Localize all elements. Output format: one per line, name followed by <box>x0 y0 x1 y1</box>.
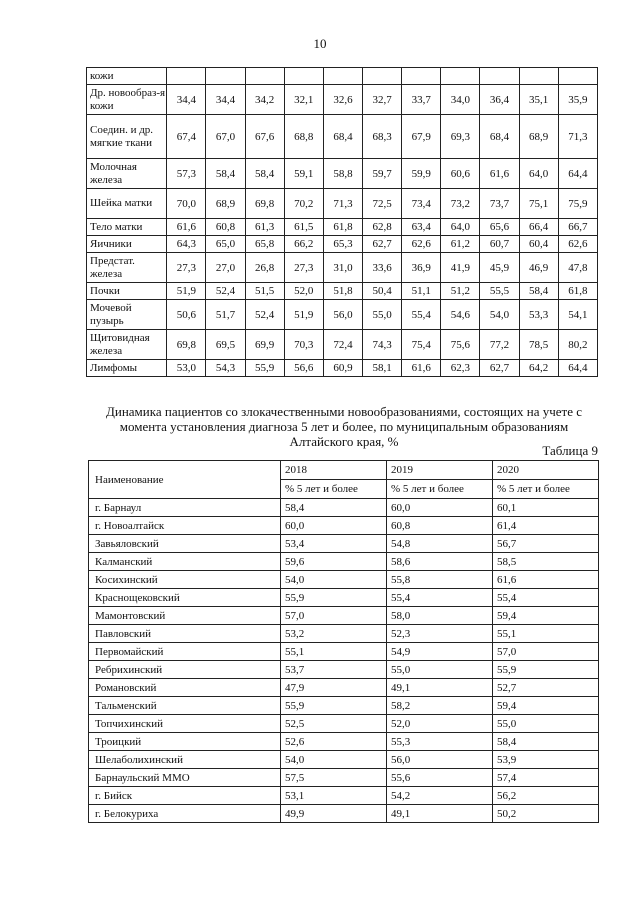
table-cell: 53,9 <box>493 751 599 769</box>
table-row <box>89 553 599 571</box>
page-number: 10 <box>313 36 327 51</box>
table-cell <box>167 68 206 85</box>
table-cell: 75,6 <box>441 330 480 360</box>
table-cell <box>284 68 323 85</box>
table-cell: 75,1 <box>519 189 558 219</box>
table-cell: 60,6 <box>441 159 480 189</box>
table-cell: 55,9 <box>245 360 284 377</box>
table-cell: 41,9 <box>441 253 480 283</box>
table-cell: 61,8 <box>323 219 362 236</box>
table-cell: 53,7 <box>281 661 387 679</box>
table-cell: 69,5 <box>206 330 245 360</box>
table-cell: 65,8 <box>245 236 284 253</box>
table-cell: 62,3 <box>441 360 480 377</box>
table-cell: 67,6 <box>245 115 284 159</box>
municipality-name: Краснощековский <box>89 589 281 607</box>
table-row <box>89 715 599 733</box>
municipality-name: г. Бийск <box>89 787 281 805</box>
table-row <box>89 697 599 715</box>
table-row <box>89 805 599 823</box>
table-cell: 56,7 <box>493 535 599 553</box>
table-cell: 70,0 <box>167 189 206 219</box>
table-cell: 57,5 <box>281 769 387 787</box>
table-row <box>87 189 598 219</box>
table-cell: 33,6 <box>363 253 402 283</box>
table-cell: 56,2 <box>493 787 599 805</box>
table9-name-header: Наименование <box>89 461 281 499</box>
table-cell: 60,7 <box>480 236 519 253</box>
table-row <box>89 625 599 643</box>
table-cell: 58,6 <box>387 553 493 571</box>
table-cell: 58,0 <box>387 607 493 625</box>
table-cell: 75,9 <box>558 189 597 219</box>
table-cell: 62,6 <box>558 236 597 253</box>
table-cell: 61,6 <box>480 159 519 189</box>
table-cell <box>441 68 480 85</box>
municipality-name: г. Новоалтайск <box>89 517 281 535</box>
table-cell: 61,2 <box>441 236 480 253</box>
table-cell: 67,0 <box>206 115 245 159</box>
table-cell: 51,1 <box>402 283 441 300</box>
table-cell: 58,4 <box>493 733 599 751</box>
table-cell: 78,5 <box>519 330 558 360</box>
table-cell: 61,4 <box>493 517 599 535</box>
table-cell: 67,4 <box>167 115 206 159</box>
table-cell: 34,4 <box>167 85 206 115</box>
table-cell: 27,3 <box>284 253 323 283</box>
table-cell: 61,6 <box>402 360 441 377</box>
table-cell: 61,3 <box>245 219 284 236</box>
table-cell: 65,0 <box>206 236 245 253</box>
table-cell: 55,0 <box>363 300 402 330</box>
table-row <box>87 330 598 360</box>
table-cell: 55,4 <box>402 300 441 330</box>
table-cell: 56,6 <box>284 360 323 377</box>
table-cell: 57,0 <box>493 643 599 661</box>
table-row <box>89 769 599 787</box>
table9-year-2019: 2019 <box>387 461 493 480</box>
table-row <box>87 85 598 115</box>
table-row <box>89 661 599 679</box>
table-cell: 49,1 <box>387 679 493 697</box>
table-cell: 31,0 <box>323 253 362 283</box>
table-cell: 51,9 <box>167 283 206 300</box>
table-cell: 47,8 <box>558 253 597 283</box>
table-cell: 73,2 <box>441 189 480 219</box>
table-cell: 59,6 <box>281 553 387 571</box>
table-cell: 58,8 <box>323 159 362 189</box>
table-cell: 60,1 <box>493 499 599 517</box>
table9-year-2018: 2018 <box>281 461 387 480</box>
table-cell: 62,7 <box>480 360 519 377</box>
table-cell: 51,8 <box>323 283 362 300</box>
table-cell: 55,1 <box>281 643 387 661</box>
table-cell: 53,3 <box>519 300 558 330</box>
municipality-name: Первомайский <box>89 643 281 661</box>
municipality-name: Калманский <box>89 553 281 571</box>
table-row <box>89 787 599 805</box>
table-cell: 32,6 <box>323 85 362 115</box>
table-cell: 75,4 <box>402 330 441 360</box>
municipality-name: Ребрихинский <box>89 661 281 679</box>
table-cell: 54,8 <box>387 535 493 553</box>
table-cell: 55,3 <box>387 733 493 751</box>
row-label: Яичники <box>87 236 167 253</box>
table-cell: 51,7 <box>206 300 245 330</box>
table-cell <box>402 68 441 85</box>
table-cell: 66,7 <box>558 219 597 236</box>
table-row <box>89 733 599 751</box>
table9-subheader: % 5 лет и более <box>387 480 493 499</box>
table-cell: 55,4 <box>387 589 493 607</box>
table-row <box>87 253 598 283</box>
table-cell: 52,0 <box>284 283 323 300</box>
table-cell: 58,5 <box>493 553 599 571</box>
table-row <box>89 751 599 769</box>
table-cell: 52,3 <box>387 625 493 643</box>
municipality-name: г. Барнаул <box>89 499 281 517</box>
municipality-name: Завьяловский <box>89 535 281 553</box>
table-cell: 71,3 <box>558 115 597 159</box>
table-cell: 54,3 <box>206 360 245 377</box>
table-cell: 49,9 <box>281 805 387 823</box>
table9-year-2020: 2020 <box>493 461 599 480</box>
table-cell: 68,9 <box>206 189 245 219</box>
table-cell: 69,8 <box>245 189 284 219</box>
table-cell: 71,3 <box>323 189 362 219</box>
table-row <box>87 300 598 330</box>
table-cell: 55,0 <box>387 661 493 679</box>
table-row <box>89 535 599 553</box>
table9-caption: Динамика пациентов со злокачественными новообразованиями, состоящих на учете с момента установления диагноза 5 лет и более, по муниципальным образованиям Алтайского края, % <box>106 404 582 449</box>
municipality-name: Косихинский <box>89 571 281 589</box>
table-cell: 59,7 <box>363 159 402 189</box>
table-cell <box>323 68 362 85</box>
municipality-name: Топчихинский <box>89 715 281 733</box>
table-cell: 69,9 <box>245 330 284 360</box>
municipality-name: Барнаульский ММО <box>89 769 281 787</box>
row-label: Предстат. железа <box>87 253 167 283</box>
table-cell: 64,0 <box>441 219 480 236</box>
table-cell: 35,9 <box>558 85 597 115</box>
table-row <box>87 236 598 253</box>
row-label: кожи <box>87 68 167 85</box>
table-cell: 55,5 <box>480 283 519 300</box>
table-cell: 55,8 <box>387 571 493 589</box>
table-cell: 49,1 <box>387 805 493 823</box>
table-cell: 68,4 <box>480 115 519 159</box>
table-cell: 33,7 <box>402 85 441 115</box>
table-cell: 80,2 <box>558 330 597 360</box>
table-cell: 46,9 <box>519 253 558 283</box>
table-cell: 62,6 <box>402 236 441 253</box>
table-cell: 59,4 <box>493 697 599 715</box>
table-cell: 50,2 <box>493 805 599 823</box>
table-cell: 54,6 <box>441 300 480 330</box>
table-cell: 32,7 <box>363 85 402 115</box>
table-cell: 35,1 <box>519 85 558 115</box>
table-cell: 55,1 <box>493 625 599 643</box>
table-cell <box>480 68 519 85</box>
table-cell: 55,9 <box>281 589 387 607</box>
table-cell: 51,5 <box>245 283 284 300</box>
table-cell: 64,3 <box>167 236 206 253</box>
table-cell: 58,4 <box>206 159 245 189</box>
row-label: Тело матки <box>87 219 167 236</box>
row-label: Др. новообраз-я кожи <box>87 85 167 115</box>
table-cell: 58,4 <box>519 283 558 300</box>
table-cell: 67,9 <box>402 115 441 159</box>
table-cell: 68,8 <box>284 115 323 159</box>
table-cell: 70,3 <box>284 330 323 360</box>
table-cell: 52,4 <box>245 300 284 330</box>
table-cell: 77,2 <box>480 330 519 360</box>
table-cell: 74,3 <box>363 330 402 360</box>
table-row <box>87 283 598 300</box>
table-cell: 61,5 <box>284 219 323 236</box>
table9 <box>88 460 599 823</box>
table-cell: 69,3 <box>441 115 480 159</box>
table-cell: 47,9 <box>281 679 387 697</box>
municipality-name: Шелаболихинский <box>89 751 281 769</box>
table-cell: 61,8 <box>558 283 597 300</box>
table-cell: 55,9 <box>281 697 387 715</box>
table-cell: 73,7 <box>480 189 519 219</box>
table-cell: 56,0 <box>387 751 493 769</box>
table-cell: 36,9 <box>402 253 441 283</box>
table-cell: 50,6 <box>167 300 206 330</box>
table9-subheader: % 5 лет и более <box>281 480 387 499</box>
row-label: Лимфомы <box>87 360 167 377</box>
table-cell: 60,0 <box>281 517 387 535</box>
table-cell: 61,6 <box>493 571 599 589</box>
table9-subheader: % 5 лет и более <box>493 480 599 499</box>
table-cell: 58,2 <box>387 697 493 715</box>
t9-body <box>89 499 599 823</box>
table-cell: 72,5 <box>363 189 402 219</box>
table-cell: 34,0 <box>441 85 480 115</box>
table-cell <box>519 68 558 85</box>
table-cell: 36,4 <box>480 85 519 115</box>
municipality-name: Тальменский <box>89 697 281 715</box>
table-cell: 52,7 <box>493 679 599 697</box>
table-cell: 56,0 <box>323 300 362 330</box>
table-cell: 57,0 <box>281 607 387 625</box>
row-label: Шейка матки <box>87 189 167 219</box>
table-cell: 54,9 <box>387 643 493 661</box>
table-cell: 54,0 <box>281 571 387 589</box>
table-row <box>89 517 599 535</box>
municipality-name: Троицкий <box>89 733 281 751</box>
table-cell: 63,4 <box>402 219 441 236</box>
table-cell: 57,3 <box>167 159 206 189</box>
row-label: Мочевой пузырь <box>87 300 167 330</box>
table-row <box>87 68 598 85</box>
table-cell: 68,3 <box>363 115 402 159</box>
table-cell: 60,9 <box>323 360 362 377</box>
table-cell: 60,8 <box>206 219 245 236</box>
table-cell: 61,6 <box>167 219 206 236</box>
table-cell: 66,4 <box>519 219 558 236</box>
table-cell: 62,8 <box>363 219 402 236</box>
table9-label: Таблица 9 <box>542 443 598 458</box>
table-cell: 34,2 <box>245 85 284 115</box>
table-cell: 69,8 <box>167 330 206 360</box>
table-row <box>87 159 598 189</box>
table-cell <box>245 68 284 85</box>
table-cell: 68,4 <box>323 115 362 159</box>
table-cell: 66,2 <box>284 236 323 253</box>
table-row <box>89 499 599 517</box>
table-cell: 27,0 <box>206 253 245 283</box>
table-cell: 54,2 <box>387 787 493 805</box>
table-cell: 27,3 <box>167 253 206 283</box>
municipality-name: Павловский <box>89 625 281 643</box>
table-cell: 65,6 <box>480 219 519 236</box>
table-cell: 64,0 <box>519 159 558 189</box>
t1-body <box>87 68 598 377</box>
table-cell: 54,1 <box>558 300 597 330</box>
table-row <box>89 679 599 697</box>
table-cell: 64,4 <box>558 159 597 189</box>
table-cell: 32,1 <box>284 85 323 115</box>
row-label: Почки <box>87 283 167 300</box>
table-cell: 55,9 <box>493 661 599 679</box>
table-cell: 58,4 <box>245 159 284 189</box>
table-cell: 73,4 <box>402 189 441 219</box>
table-row <box>87 219 598 236</box>
table-cell: 55,0 <box>493 715 599 733</box>
table-row <box>89 571 599 589</box>
municipality-name: Мамонтовский <box>89 607 281 625</box>
table-cell <box>206 68 245 85</box>
table-cell: 52,4 <box>206 283 245 300</box>
survival-by-site-table-continued <box>86 67 598 377</box>
table-cell: 64,4 <box>558 360 597 377</box>
table-cell: 51,2 <box>441 283 480 300</box>
table-row <box>89 589 599 607</box>
table-cell <box>558 68 597 85</box>
municipality-name: Романовский <box>89 679 281 697</box>
table-cell: 68,9 <box>519 115 558 159</box>
table-row <box>89 607 599 625</box>
table-cell: 54,0 <box>281 751 387 769</box>
table-cell: 60,8 <box>387 517 493 535</box>
table-cell: 72,4 <box>323 330 362 360</box>
table-cell: 62,7 <box>363 236 402 253</box>
row-label: Молочная железа <box>87 159 167 189</box>
table-cell: 55,4 <box>493 589 599 607</box>
table-cell: 70,2 <box>284 189 323 219</box>
table-cell: 59,4 <box>493 607 599 625</box>
table-cell <box>363 68 402 85</box>
table-cell: 52,6 <box>281 733 387 751</box>
row-label: Соедин. и др. мягкие ткани <box>87 115 167 159</box>
table-cell: 59,1 <box>284 159 323 189</box>
table-cell: 55,6 <box>387 769 493 787</box>
table-cell: 64,2 <box>519 360 558 377</box>
table-cell: 52,5 <box>281 715 387 733</box>
table-cell: 65,3 <box>323 236 362 253</box>
table-cell: 60,0 <box>387 499 493 517</box>
table-cell: 53,1 <box>281 787 387 805</box>
table-cell: 45,9 <box>480 253 519 283</box>
table-cell: 53,0 <box>167 360 206 377</box>
table-cell: 34,4 <box>206 85 245 115</box>
table-row <box>87 360 598 377</box>
table-cell: 57,4 <box>493 769 599 787</box>
table-cell: 60,4 <box>519 236 558 253</box>
table-cell: 59,9 <box>402 159 441 189</box>
table-cell: 58,4 <box>281 499 387 517</box>
row-label: Щитовидная железа <box>87 330 167 360</box>
table-cell: 26,8 <box>245 253 284 283</box>
municipality-name: г. Белокуриха <box>89 805 281 823</box>
table-row <box>87 115 598 159</box>
table-cell: 52,0 <box>387 715 493 733</box>
table-row <box>89 643 599 661</box>
table-cell: 51,9 <box>284 300 323 330</box>
table-cell: 53,4 <box>281 535 387 553</box>
table-cell: 53,2 <box>281 625 387 643</box>
table-cell: 58,1 <box>363 360 402 377</box>
table-cell: 54,0 <box>480 300 519 330</box>
table-cell: 50,4 <box>363 283 402 300</box>
